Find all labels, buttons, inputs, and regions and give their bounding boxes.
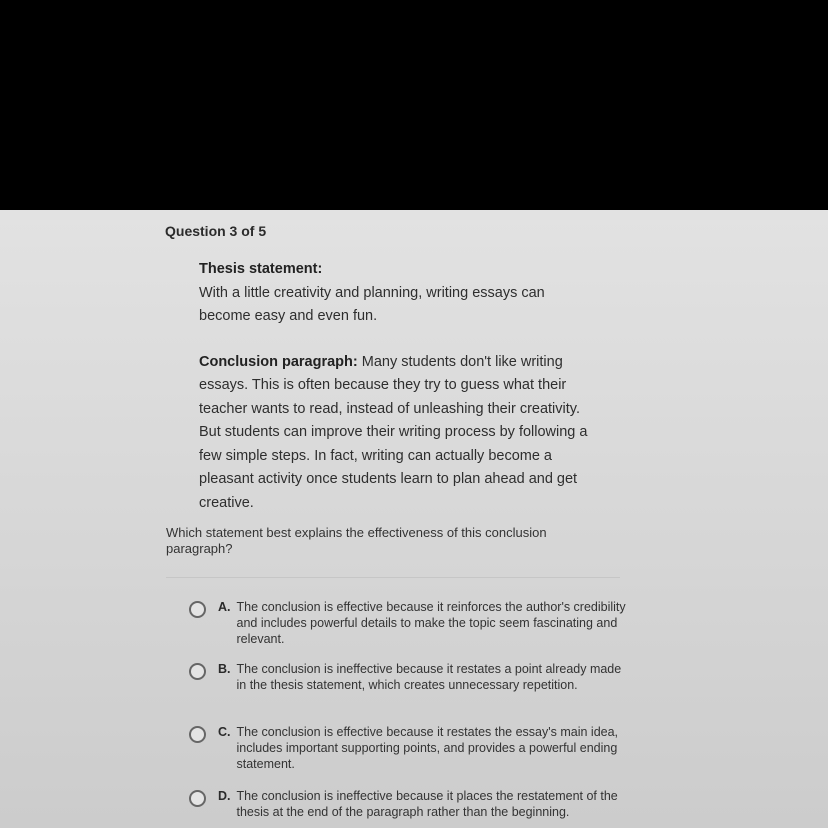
quiz-screen — [0, 210, 828, 828]
option-text: The conclusion is effective because it restates the essay's main idea, includes important supporting points, and provides a powerful ending statement. — [236, 725, 619, 771]
thesis-text: With a little creativity and planning, writing essays can become easy and even fun. — [199, 284, 545, 324]
radio-button-c[interactable] — [189, 726, 206, 743]
option-text: The conclusion is ineffective because it restates a point already made in the thesis statement, which creates unnecessary repetition. — [236, 662, 622, 692]
radio-button-d[interactable] — [189, 790, 206, 807]
thesis-heading: Thesis statement: — [199, 261, 323, 277]
answer-option-d[interactable] — [189, 788, 629, 820]
radio-button-a[interactable] — [189, 601, 206, 618]
radio-button-b[interactable] — [189, 663, 206, 680]
conclusion-paragraph — [199, 351, 591, 516]
conclusion-text: Many students don't like writing essays. This is often because they try to guess what their teacher wants to read, instead of unleashing their creativity. But students can improve their writing process by following a few simple steps. In fact, writing can actually become a pleasant activity once students learn to plan ahead and get creative. — [199, 353, 588, 511]
answer-option-c[interactable] — [189, 724, 629, 772]
answer-option-b[interactable] — [189, 661, 629, 693]
answer-option-a[interactable] — [189, 599, 629, 647]
option-letter: A. — [218, 600, 231, 614]
conclusion-heading: Conclusion paragraph: — [199, 353, 358, 370]
passage — [199, 258, 591, 515]
option-letter: D. — [218, 789, 231, 803]
divider — [166, 577, 620, 578]
option-letter: C. — [218, 725, 231, 739]
question-prompt: Which statement best explains the effectiveness of this conclusion paragraph? — [166, 525, 547, 556]
option-text: The conclusion is ineffective because it places the restatement of the thesis at the end of the paragraph rather than the beginning. — [236, 789, 618, 819]
passage-spacer — [199, 329, 591, 351]
option-letter: B. — [218, 662, 231, 676]
question-counter: Question 3 of 5 — [165, 223, 267, 239]
option-text: The conclusion is effective because it reinforces the author's credibility and includes powerful details to make the topic seem fascinating and relevant. — [236, 600, 626, 646]
